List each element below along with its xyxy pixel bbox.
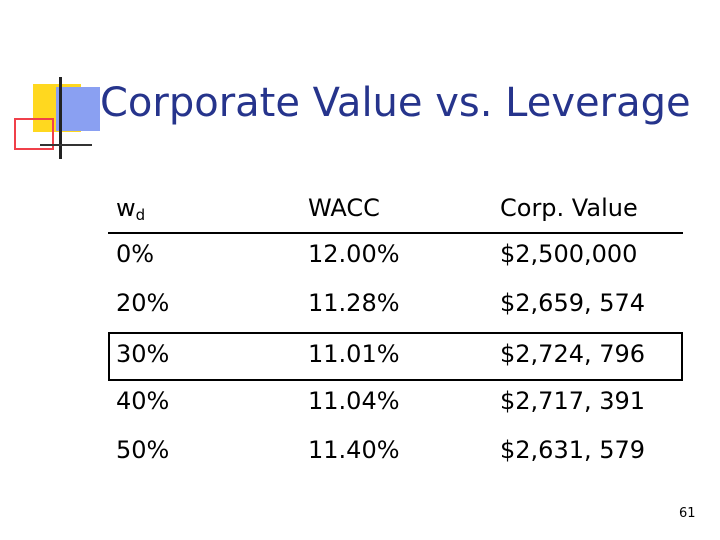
table-header-row (108, 190, 683, 234)
table-row-highlighted (108, 332, 683, 381)
table-row (108, 283, 683, 332)
header-wacc: WACC (308, 194, 380, 222)
cell-wd: 50% (116, 436, 170, 464)
cell-wacc: 11.04% (308, 387, 400, 415)
cell-corp-value: $2,500,000 (500, 240, 638, 268)
cell-corp-value: $2,717, 391 (500, 387, 646, 415)
table-row (108, 234, 683, 283)
header-corp-value: Corp. Value (500, 194, 638, 222)
cell-wd: 0% (116, 240, 155, 268)
decorative-blue-square (56, 87, 100, 131)
table-row (108, 381, 683, 430)
cell-wacc: 11.01% (308, 340, 400, 368)
header-wd: $w_d$ (116, 194, 146, 224)
cell-corp-value: $2,724, 796 (500, 340, 646, 368)
page-number: 61 (679, 506, 696, 521)
cell-wd: 40% (116, 387, 170, 415)
decorative-vertical-line (59, 77, 62, 159)
decorative-horizontal-line (40, 144, 92, 146)
table-row (108, 430, 683, 479)
cell-wacc: 11.40% (308, 436, 400, 464)
leverage-table (108, 190, 683, 479)
cell-wd: 20% (116, 289, 170, 317)
cell-wd: 30% (116, 340, 170, 368)
cell-corp-value: $2,659, 574 (500, 289, 646, 317)
cell-corp-value: $2,631, 579 (500, 436, 646, 464)
cell-wacc: 11.28% (308, 289, 400, 317)
slide-title: Corporate Value vs. Leverage (100, 80, 691, 126)
cell-wacc: 12.00% (308, 240, 400, 268)
